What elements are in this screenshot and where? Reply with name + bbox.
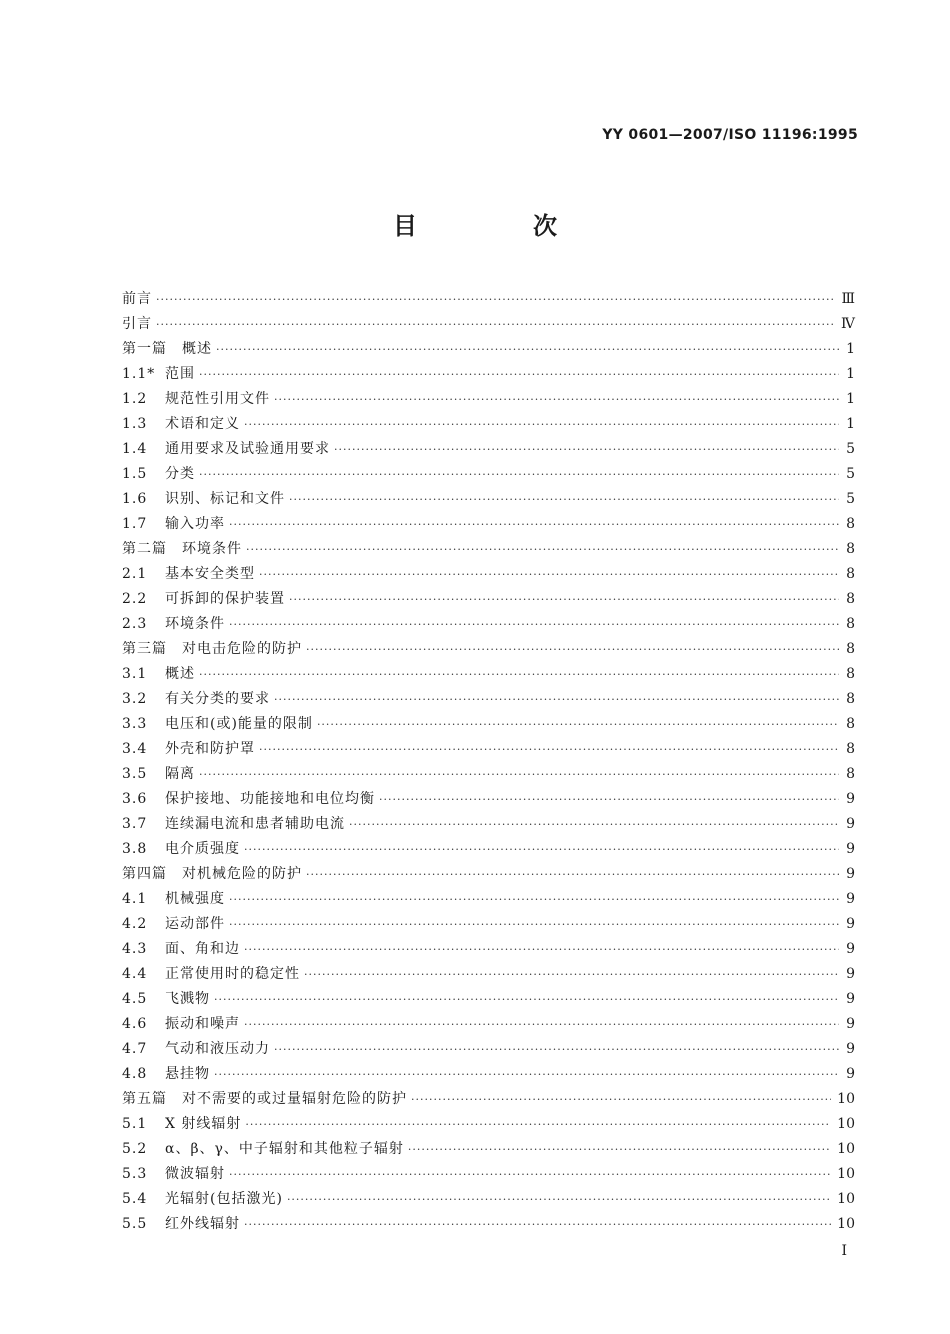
dot-leader	[229, 1162, 831, 1187]
dot-leader	[199, 662, 839, 687]
toc-entry-page: 8	[846, 716, 855, 732]
dot-leader	[229, 512, 839, 537]
toc-entry-label: 面、角和边	[165, 941, 240, 957]
toc-entry	[122, 287, 855, 312]
dot-leader	[199, 462, 839, 487]
toc-entry-number: 1.7	[122, 516, 148, 532]
toc-entry	[122, 787, 855, 812]
toc-entry-number: 3.4	[122, 741, 148, 757]
dot-leader	[199, 362, 839, 387]
toc-entry-number: 4.1	[122, 891, 148, 907]
dot-leader	[259, 562, 839, 587]
toc-entry-page: 9	[846, 991, 855, 1007]
toc-entry	[122, 687, 855, 712]
toc-entry-number: 3.3	[122, 716, 148, 732]
toc-entry-number: 1.2	[122, 391, 148, 407]
toc-entry	[122, 912, 855, 937]
toc-entry-number: 2.1	[122, 566, 148, 582]
toc-entry	[122, 937, 855, 962]
toc-entry-page: 9	[846, 866, 855, 882]
dot-leader	[156, 287, 835, 312]
standard-number: YY 0601—2007/ISO 11196:1995	[602, 127, 858, 143]
toc-entry-page: 8	[846, 641, 855, 657]
toc-entry-page: 9	[846, 966, 855, 982]
toc-entry-number: 4.8	[122, 1066, 148, 1082]
table-of-contents	[122, 287, 855, 1237]
toc-entry-number: 1.6	[122, 491, 148, 507]
toc-entry-page: 1	[846, 366, 855, 382]
toc-entry-number: 2.2	[122, 591, 148, 607]
toc-entry-page: 5	[846, 466, 855, 482]
dot-leader	[245, 1112, 831, 1137]
dot-leader	[274, 387, 839, 412]
toc-entry-page: 8	[846, 566, 855, 582]
toc-entry	[122, 1037, 855, 1062]
toc-entry-label: 术语和定义	[165, 416, 240, 432]
dot-leader	[214, 987, 839, 1012]
dot-leader	[229, 612, 839, 637]
toc-entry-number: 3.1	[122, 666, 148, 682]
toc-entry-number: 4.5	[122, 991, 148, 1007]
toc-entry-label: 环境条件	[165, 616, 225, 632]
toc-entry-number: 3.7	[122, 816, 148, 832]
dot-leader	[156, 312, 835, 337]
toc-entry	[122, 1062, 855, 1087]
toc-entry-label: 电介质强度	[165, 841, 240, 857]
toc-entry	[122, 737, 855, 762]
toc-entry-label: 前言	[122, 291, 152, 307]
dot-leader	[246, 537, 839, 562]
dot-leader	[229, 912, 839, 937]
toc-entry-label: 规范性引用文件	[165, 391, 270, 407]
dot-leader	[304, 962, 839, 987]
toc-entry-page: 10	[837, 1166, 855, 1182]
toc-entry-label: 有关分类的要求	[165, 691, 270, 707]
toc-entry-page: 1	[846, 391, 855, 407]
toc-entry-label: 分类	[165, 466, 195, 482]
toc-entry-page: 10	[837, 1091, 855, 1107]
toc-entry-number: 5.3	[122, 1166, 148, 1182]
toc-entry-page: Ⅲ	[841, 291, 855, 307]
dot-leader	[244, 412, 839, 437]
toc-entry-page: 9	[846, 916, 855, 932]
dot-leader	[199, 762, 839, 787]
toc-entry	[122, 812, 855, 837]
toc-entry-number: 4.7	[122, 1041, 148, 1057]
dot-leader	[244, 937, 839, 962]
toc-entry-page: 8	[846, 691, 855, 707]
dot-leader	[274, 1037, 839, 1062]
toc-entry-page: 9	[846, 791, 855, 807]
toc-entry-number: 4.2	[122, 916, 148, 932]
toc-entry-page: 8	[846, 741, 855, 757]
toc-entry-label: 第一篇 概述	[122, 341, 212, 357]
dot-leader	[244, 1212, 831, 1237]
dot-leader	[244, 837, 839, 862]
toc-entry-page: 9	[846, 941, 855, 957]
toc-entry-page: 1	[846, 416, 855, 432]
toc-entry-number: 4.4	[122, 966, 148, 982]
toc-entry-label: 飞溅物	[165, 991, 210, 1007]
toc-entry-label: 通用要求及试验通用要求	[165, 441, 330, 457]
toc-entry-number: 1.4	[122, 441, 148, 457]
toc-entry	[122, 387, 855, 412]
toc-entry-number: 2.3	[122, 616, 148, 632]
toc-entry-label: 第三篇 对电击危险的防护	[122, 641, 302, 657]
dot-leader	[259, 737, 839, 762]
toc-entry-page: 10	[837, 1216, 855, 1232]
toc-entry-page: 9	[846, 841, 855, 857]
toc-entry-label: 可拆卸的保护装置	[165, 591, 285, 607]
toc-entry	[122, 1137, 855, 1162]
toc-entry-label: 光辐射(包括激光)	[165, 1191, 283, 1207]
dot-leader	[306, 862, 839, 887]
toc-entry-page: 10	[837, 1141, 855, 1157]
dot-leader	[287, 1187, 831, 1212]
toc-entry-label: X 射线辐射	[165, 1116, 242, 1132]
dot-leader	[334, 437, 839, 462]
dot-leader	[317, 712, 839, 737]
toc-entry-label: 概述	[165, 666, 195, 682]
toc-entry	[122, 437, 855, 462]
toc-entry-label: 外壳和防护罩	[165, 741, 255, 757]
toc-entry-label: α、β、γ、中子辐射和其他粒子辐射	[165, 1141, 404, 1157]
toc-entry	[122, 337, 855, 362]
toc-entry-number: 3.8	[122, 841, 148, 857]
toc-entry	[122, 412, 855, 437]
toc-entry	[122, 987, 855, 1012]
toc-entry	[122, 1012, 855, 1037]
toc-entry-number: 1.3	[122, 416, 148, 432]
toc-entry-label: 隔离	[165, 766, 195, 782]
toc-entry-label: 电压和(或)能量的限制	[165, 716, 313, 732]
toc-entry	[122, 612, 855, 637]
toc-entry-label: 悬挂物	[165, 1066, 210, 1082]
toc-entry	[122, 587, 855, 612]
toc-entry	[122, 312, 855, 337]
page-number: I	[841, 1243, 847, 1259]
toc-entry-page: 9	[846, 1041, 855, 1057]
toc-entry-label: 基本安全类型	[165, 566, 255, 582]
toc-entry-number: 4.6	[122, 1016, 148, 1032]
dot-leader	[349, 812, 839, 837]
dot-leader	[229, 887, 839, 912]
dot-leader	[214, 1062, 839, 1087]
toc-entry-label: 第二篇 环境条件	[122, 541, 242, 557]
toc-entry-label: 识别、标记和文件	[165, 491, 285, 507]
toc-entry	[122, 1087, 855, 1112]
dot-leader	[306, 637, 839, 662]
toc-entry	[122, 962, 855, 987]
toc-entry-page: 5	[846, 441, 855, 457]
toc-entry-label: 机械强度	[165, 891, 225, 907]
toc-entry	[122, 662, 855, 687]
toc-entry-page: 8	[846, 666, 855, 682]
toc-entry-number: 1.5	[122, 466, 148, 482]
toc-entry-page: 9	[846, 891, 855, 907]
dot-leader	[289, 487, 839, 512]
toc-entry	[122, 762, 855, 787]
toc-entry-label: 正常使用时的稳定性	[165, 966, 300, 982]
toc-entry-label: 振动和噪声	[165, 1016, 240, 1032]
toc-entry	[122, 1212, 855, 1237]
toc-entry-label: 气动和液压动力	[165, 1041, 270, 1057]
toc-entry-label: 第五篇 对不需要的或过量辐射危险的防护	[122, 1091, 407, 1107]
toc-entry-page: 8	[846, 516, 855, 532]
toc-entry	[122, 712, 855, 737]
toc-entry-label: 连续漏电流和患者辅助电流	[165, 816, 345, 832]
dot-leader	[379, 787, 839, 812]
toc-entry-number: 4.3	[122, 941, 148, 957]
toc-entry	[122, 487, 855, 512]
toc-entry-label: 红外线辐射	[165, 1216, 240, 1232]
toc-entry-label: 范围	[165, 366, 195, 382]
dot-leader	[274, 687, 839, 712]
toc-entry-page: 10	[837, 1116, 855, 1132]
page-title: 目 次	[393, 212, 603, 240]
toc-entry-page: 10	[837, 1191, 855, 1207]
toc-entry-number: 3.6	[122, 791, 148, 807]
toc-entry-page: 8	[846, 541, 855, 557]
toc-entry-number: 5.4	[122, 1191, 148, 1207]
toc-entry-label: 引言	[122, 316, 152, 332]
toc-entry	[122, 862, 855, 887]
toc-entry	[122, 1162, 855, 1187]
toc-entry-label: 运动部件	[165, 916, 225, 932]
toc-entry	[122, 637, 855, 662]
toc-entry-number: 5.5	[122, 1216, 148, 1232]
toc-entry-page: Ⅳ	[841, 316, 855, 332]
toc-entry-number: 3.2	[122, 691, 148, 707]
toc-entry-page: 8	[846, 766, 855, 782]
toc-entry-label: 输入功率	[165, 516, 225, 532]
toc-entry-label: 第四篇 对机械危险的防护	[122, 866, 302, 882]
toc-entry	[122, 1112, 855, 1137]
toc-entry-label: 保护接地、功能接地和电位均衡	[165, 791, 375, 807]
toc-entry	[122, 537, 855, 562]
toc-entry	[122, 462, 855, 487]
dot-leader	[408, 1137, 831, 1162]
dot-leader	[289, 587, 839, 612]
toc-entry	[122, 837, 855, 862]
toc-entry-page: 8	[846, 616, 855, 632]
dot-leader	[411, 1087, 831, 1112]
toc-entry-number: 3.5	[122, 766, 148, 782]
toc-entry	[122, 512, 855, 537]
toc-entry	[122, 562, 855, 587]
dot-leader	[216, 337, 839, 362]
toc-entry-number: 1.1*	[122, 366, 156, 382]
toc-entry-number: 5.2	[122, 1141, 148, 1157]
toc-entry-number: 5.1	[122, 1116, 148, 1132]
dot-leader	[244, 1012, 839, 1037]
toc-entry-page: 9	[846, 816, 855, 832]
toc-entry-page: 1	[846, 341, 855, 357]
toc-entry-page: 9	[846, 1016, 855, 1032]
toc-entry-page: 5	[846, 491, 855, 507]
toc-entry	[122, 362, 855, 387]
toc-entry	[122, 887, 855, 912]
toc-entry-page: 9	[846, 1066, 855, 1082]
toc-entry	[122, 1187, 855, 1212]
toc-entry-page: 8	[846, 591, 855, 607]
toc-entry-label: 微波辐射	[165, 1166, 225, 1182]
